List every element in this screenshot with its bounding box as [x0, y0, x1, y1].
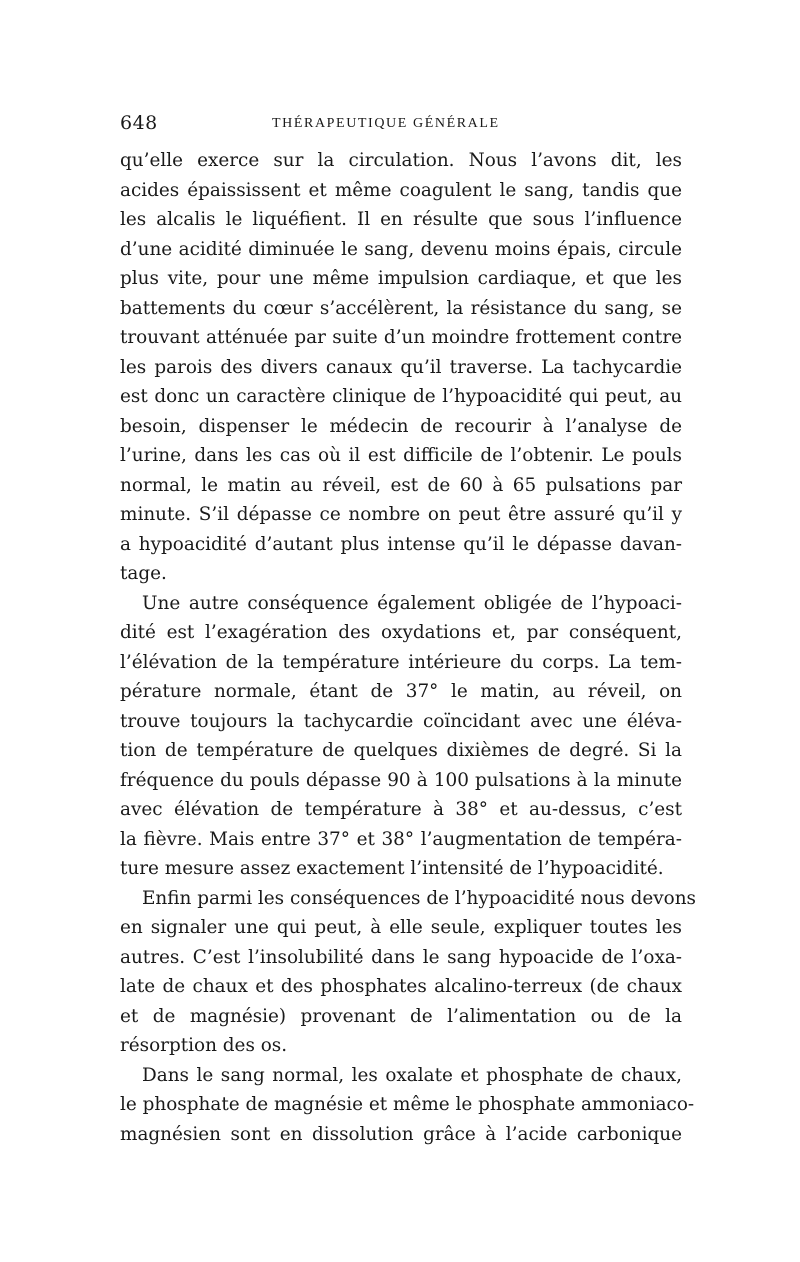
text-line: tage. [120, 563, 167, 584]
running-head: THÉRAPEUTIQUE GÉNÉRALE [272, 116, 500, 131]
text-line: Dans le sang normal, les oxalate et phosphate de chaux, [142, 1064, 682, 1086]
page-number: 648 [120, 112, 158, 134]
text-line: qu’elle exerce sur la circulation. Nous l’avons dit, les [120, 150, 682, 171]
text-line: magnésien sont en dissolution grâce à l’acide carbonique [120, 1123, 682, 1145]
text-line: trouve toujours la tachycardie coïncidant avec une éléva- [120, 710, 682, 732]
text-line: l’urine, dans les cas où il est difficile de l’obtenir. Le pouls [120, 445, 682, 466]
text-line: minute. S’il dépasse ce nombre on peut être assuré qu’il y [120, 504, 682, 525]
text-line: résorption des os. [120, 1035, 288, 1056]
text-line: la fièvre. Mais entre 37° et 38° l’augmentation de tempéra- [120, 828, 682, 850]
text-line: avec élévation de température à 38° et au-dessus, c’est [120, 799, 682, 820]
text-line: battements du cœur s’accélèrent, la résistance du sang, se [120, 297, 682, 319]
text-line: Enfin parmi les conséquences de l’hypoacidité nous devons [142, 887, 696, 909]
text-line: les alcalis le liquéfient. Il en résulte que sous l’influence [120, 209, 682, 230]
text-line: en signaler une qui peut, à elle seule, expliquer toutes les [120, 917, 682, 938]
text-line: ture mesure assez exactement l’intensité de l’hypoacidité. [120, 858, 664, 879]
text-line: l’élévation de la température intérieure du corps. La tem- [120, 651, 682, 673]
text-line: les parois des divers canaux qu’il traverse. La tachycardie [120, 356, 682, 378]
text-line: a hypoacidité d’autant plus intense qu’il le dépasse davan- [120, 533, 682, 555]
text-line: et de magnésie) provenant de l’alimentation ou de la [120, 1005, 682, 1027]
text-line: plus vite, pour une même impulsion cardiaque, et que les [120, 268, 682, 289]
text-line: fréquence du pouls dépasse 90 à 100 pulsations à la minute [120, 769, 682, 791]
text-line: acides épaississent et même coagulent le sang, tandis que [120, 179, 682, 201]
text-line: trouvant atténuée par suite d’un moindre frottement contre [120, 327, 682, 348]
text-line: dité est l’exagération des oxydations et, par conséquent, [120, 622, 682, 643]
text-line: autres. C’est l’insolubilité dans le sang hypoacide de l’oxa- [120, 946, 682, 968]
text-line: besoin, dispenser le médecin de recourir à l’analyse de [120, 415, 682, 437]
text-line: le phosphate de magnésie et même le phosphate ammoniaco- [120, 1094, 695, 1115]
text-line: est donc un caractère clinique de l’hypoacidité qui peut, au [120, 386, 682, 407]
text-line: late de chaux et des phosphates alcalino-terreux (de chaux [120, 976, 682, 997]
text-line: d’une acidité diminuée le sang, devenu moins épais, circule [120, 238, 682, 260]
text-line: Une autre conséquence également obligée de l’hypoaci- [142, 592, 682, 614]
body-text [120, 146, 696, 1149]
text-line: tion de température de quelques dixièmes de degré. Si la [120, 740, 682, 761]
text-line: pérature normale, étant de 37° le matin, au réveil, on [120, 681, 682, 702]
page-header [120, 112, 682, 142]
text-line: normal, le matin au réveil, est de 60 à 65 pulsations par [120, 474, 682, 496]
